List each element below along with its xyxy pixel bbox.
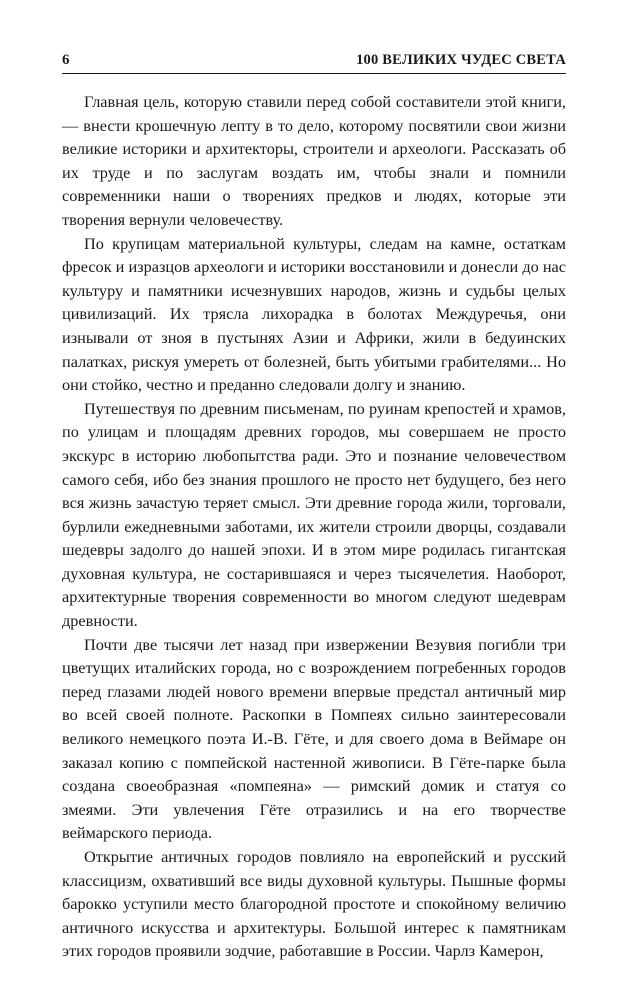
paragraph-4: Почти две тысячи лет назад при извержении Везувия погибли три цветущих италийских города, но с возрождением погребенных городов перед глазами людей нового времени впервые предстал античный мир во всей своей полноте. Раскопки в Помпеях сильно заинтересовали великого немецкого поэта И.-В. Гёте, и для своего дома в Веймаре он заказал копию с помпейской настенной живописи. В Гёте-парке была создана своеобразная «помпеяна» — римский домик и статуя со змеями. Эти увлечения Гёте отразились и на его творчестве веймарского периода. (62, 634, 566, 843)
paragraph-3: Путешествуя по древним письменам, по руинам крепостей и храмов, по улицам и площадям древних городов, мы совершаем не просто экскурс в историю любопытства ради. Это и познание человечеством самого себя, ибо без знания прошлого не просто нет будущего, без него вся жизнь зачастую теряет смысл. Эти древние города жили, торговали, бурлили ежедневными заботами, их жители строили дворцы, создавали шедевры задолго до нашей эпохи. И в этом мире родилась гигантская духовная культура, не состарившаяся и через тысячелетия. Наоборот, архитектурные творения современности во многом следуют шедеврам древности. (62, 398, 566, 631)
page-number: 6 (62, 52, 70, 68)
body-text (62, 90, 566, 963)
paragraph-5: Открытие античных городов повлияло на европейский и русский классицизм, охвативший все виды духовной культуры. Пышные формы барокко уступили место благородной простоте и спокойному величию античного искусства и архитектуры. Большой интерес к памятникам этих городов проявили зодчие, работавшие в России. Чарлз Камерон, (62, 847, 566, 961)
paragraph-2: По крупицам материальной культуры, следам на камне, остаткам фресок и изразцов археологи и историки восстановили и донесли до нас культуру и памятники исчезнувших народов, жизнь и судьбы целых цивилизаций. Их трясла лихорадка в болотах Междуречья, они изнывали от зноя в пустынях Азии и Африки, жили в бедуинских палатках, рискуя умереть от болезней, быть убитыми грабителями... Но они стойко, честно и преданно следовали долгу и знанию. (62, 233, 566, 395)
book-page (62, 52, 566, 963)
paragraph-1: Главная цель, которую ставили перед собой составители этой книги, — внести крошечную лепту в то дело, которому посвятили свои жизни великие историки и архитекторы, строители и археологи. Рассказать об их труде и по заслугам воздать им, чтобы знали и помнили современники наши о творениях предков и людях, которые эти творения вернули человечеству. (62, 92, 566, 229)
running-header (62, 52, 566, 74)
book-title: 100 ВЕЛИКИХ ЧУДЕС СВЕТА (356, 52, 566, 68)
